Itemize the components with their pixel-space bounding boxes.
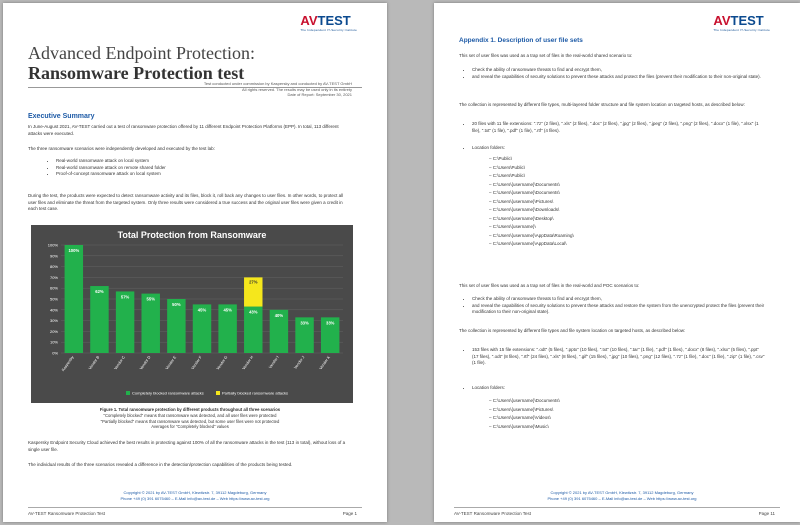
avtest-logo: AVTEST The Independent IT-Security Institute — [300, 13, 357, 32]
bar-completely-blocked — [90, 286, 108, 353]
y-tick-label: 60% — [49, 285, 58, 291]
x-category-label: Vendor I — [268, 355, 280, 370]
appendix-intro-1: This set of user files was used as a trap set of files in the real-world shared scenario to: — [459, 53, 633, 58]
legend-label-completely: Completely blocked ransomware attacks — [132, 390, 204, 396]
list-item: • and reveal the capabilities of security solutions to prevent these attacks and restore the system from the unencrypted protect the files (prevent their modification to their non-original state). — [472, 303, 765, 316]
report-page-1 — [3, 3, 387, 522]
list-item: • Check the ability of ransomware threats to find and encrypt them, — [472, 296, 765, 303]
data-label: 100% — [68, 248, 80, 253]
avtest-logo: AVTEST The Independent IT-Security Institute — [713, 13, 770, 32]
logo-tagline: The Independent IT-Security Institute — [300, 28, 357, 32]
chart-title: Total Protection from Ransomware — [117, 230, 267, 240]
copyright-footer: Copyright © 2021 by AV-TEST GmbH, Klewitzstr. 7, 39112 Magdeburg, Germany Phone +49 (0) 391 6075460 – E-Mail info@av-test.de – Web https://www.av-test.org — [547, 490, 697, 501]
x-category-label: Vendor H — [241, 355, 255, 371]
folder-list-1 — [489, 155, 574, 249]
folder-path: – C:\Users\{username}\ — [489, 223, 574, 232]
executive-summary-text: In June-August 2021, AV-TEST carried out a test of ransomware protection offered by 11 different Endpoint Protection Platforms (EPP). In total, 113 different attacks were executed. — [28, 124, 339, 136]
bar-completely-blocked — [116, 291, 134, 353]
report-meta: Test conducted under commission by Kaspersky and conducted by AV-TEST GmbH All rights reserved. The results may be used only in its entirety Date of Report: September 30, 2021 — [203, 81, 352, 97]
data-label: 62% — [95, 289, 104, 295]
copyright-footer: Copyright © 2021 by AV-TEST GmbH, Klewitzstr. 7, 39112 Magdeburg, Germany Phone +49 (0) 391 6075460 – E-Mail info@av-test.de – Web https://www.av-test.org — [120, 490, 270, 501]
page-footer-title: AV-TEST Ransomware Protection Test — [28, 511, 106, 516]
x-category-label: Vendor B — [88, 355, 101, 371]
bar-completely-blocked — [167, 299, 185, 353]
legend-label-partially: Partially blocked ransomware attacks — [222, 390, 289, 396]
folder-path: – C:\Users\{username}\Videos\ — [489, 414, 560, 423]
collection-text-2: The collection is represented by different file types and file system location on targeted hosts, as described below: — [459, 328, 686, 333]
list-item: • 20 files with 11 file extensions: ".7z" (2 files), ".xls" (2 files), ".doc" (2 files), ".jpg" (2 files), ".jpeg" (2 files), ".png" (2 files), ".docx" (1 file), ".xlsx" (1 file), ".txt" (1 file), ".pdf" (1 file), ".rtf" (4 files). — [472, 121, 765, 134]
y-tick-label: 100% — [47, 242, 58, 248]
data-label: 40% — [274, 312, 284, 318]
list-item: • and reveal the capabilities of security solutions to prevent these attacks and protect the files (prevent their modification to their non-original state). — [472, 74, 765, 81]
partial-data-label: 27% — [249, 279, 258, 285]
folder-path: – C:\Users\{username}\Downloads\ — [489, 206, 574, 215]
list-item: • Real-world ransomware attack on local system — [56, 158, 352, 165]
folder-path: – C:\Users\{username}\Music\ — [489, 423, 560, 432]
data-label: 50% — [172, 302, 181, 307]
folder-path: – C:\Users\Public\ — [489, 164, 574, 173]
data-label: 43% — [249, 309, 258, 315]
report-title-line2: Ransomware Protection test — [28, 63, 245, 83]
y-tick-label: 80% — [49, 264, 58, 270]
bar-completely-blocked — [65, 245, 83, 353]
list-item: • Location folders: — [472, 385, 765, 392]
folder-path: – C:\Users\Public\ — [489, 172, 574, 181]
filetypes-list-1 — [464, 121, 765, 134]
y-tick-label: 30% — [49, 318, 58, 324]
list-item: • Location folders: — [472, 145, 765, 152]
location-label-2 — [464, 385, 765, 392]
data-label: 33% — [300, 320, 309, 326]
appendix-heading: Appendix 1. Description of user file sets — [459, 37, 583, 44]
folder-path: – C:\Users\{username}\Pictures\ — [489, 406, 560, 415]
legend-swatch-completely — [126, 391, 130, 395]
y-tick-label: 40% — [49, 307, 58, 313]
list-item: • Check the ability of ransomware threats to find and encrypt them, — [472, 67, 765, 74]
report-title-line1: Advanced Endpoint Protection: — [28, 43, 255, 63]
y-tick-label: 50% — [49, 296, 58, 302]
footer-divider — [454, 507, 780, 508]
x-category-label: Vendor J — [293, 355, 306, 370]
data-label: 55% — [146, 296, 155, 302]
result-text-2: The individual results of the three scenarios revealed a difference in the detection/protection capabilities of the products being tested. — [28, 462, 293, 467]
data-label: 45% — [223, 307, 232, 313]
folder-path: – C:\Users\{username}\Pictures\ — [489, 198, 574, 207]
list-item: • Real-world ransomware attack on remote shared folder — [56, 165, 352, 172]
x-category-label: Vendor D — [139, 355, 152, 371]
list-item: • Proof-of-concept ransomware attack on local system — [56, 171, 352, 178]
data-label: 45% — [197, 307, 207, 313]
list-item: • 153 files with 15 file extensions: ".odt" (5 files), ".pptx" (10 files), ".txt" (10 files), ".tar" (1 file), ".pdf" (1 files), ".docx" (8 files), ".xlsx" (5 files), ".ppt" (17 files), ".odt" (8 files), ".rtf" (24 files), ".xls" (8 files), ".gif" (15 files), ".jpg" (10 files), ".png" (12 files), ".7z" (1 file), ".doc" (1 file), ".zip" (1 file), ".csv" (1 file). — [472, 347, 765, 367]
x-category-label: Vendor F — [190, 355, 203, 371]
footer-divider — [28, 507, 362, 508]
data-label: 57% — [120, 294, 130, 300]
folder-path: – C:\Users\{username}\AppData\Roaming\ — [489, 232, 574, 241]
report-page-11 — [434, 3, 800, 522]
y-tick-label: 90% — [49, 253, 58, 259]
location-label-1 — [464, 145, 765, 152]
scenarios-intro: The three ransomware scenarios were independently developed and executed by the test lab: — [28, 146, 215, 151]
folder-path: – C:\Users\{username}\Documents\ — [489, 189, 574, 198]
y-tick-label: 70% — [49, 274, 58, 280]
chart-svg — [31, 225, 353, 403]
x-category-label: Vendor E — [164, 355, 178, 371]
purpose-list-2 — [464, 296, 765, 316]
folder-path: – C:\Users\{username}\Documents\ — [489, 397, 560, 406]
method-text: During the test, the products were expected to detect ransomware activity and its files, block it, roll back any changes to user files. In other words, to protect all user files and eliminate the threat from the targeted system. Only three results were considered a true success and the original user files were given a credit in each test case. — [28, 193, 344, 211]
folder-list-2 — [489, 397, 560, 431]
collection-text-1: The collection is represented by different file types, multi-layered folder structure and file system location on targeted hosts, as described below: — [459, 102, 745, 107]
page-number: Page 11 — [758, 511, 775, 516]
legend-swatch-partially — [216, 391, 220, 395]
folder-path: – C:\Public\ — [489, 155, 574, 164]
result-text: Kaspersky Endpoint Security Cloud achieved the best results in protecting against 100% of all the ransomware attacks in the test (113 in total), without loss of a single user file. — [28, 440, 346, 452]
x-category-label: Vendor C — [113, 355, 126, 371]
executive-summary-heading: Executive Summary — [28, 113, 95, 120]
y-tick-label: 10% — [49, 339, 58, 345]
figure-caption: Figure 1. Total ransomware protection by different products throughout all three scenarios "Completely blocked" means that ransomware was detected, and all user files were protected "Partially blocked" means that ransomware was detected, but some user files were not protected Averages for "Completely blocked" values — [99, 407, 281, 430]
x-category-label: Vendor G — [215, 355, 229, 371]
logo-tagline: The Independent IT-Security Institute — [713, 28, 770, 32]
folder-path: – C:\Users\{username}\Desktop\ — [489, 215, 574, 224]
appendix-intro-2: This set of user files was used as a trap set of files in the real-world and POC scenarios to: — [459, 283, 640, 288]
folder-path: – C:\Users\{username}\AppData\Local\ — [489, 240, 574, 249]
data-label: 33% — [325, 320, 335, 326]
purpose-list-1 — [464, 67, 765, 80]
scenario-list — [48, 158, 352, 178]
ransomware-protection-chart — [31, 225, 353, 403]
filetypes-list-2 — [464, 347, 765, 367]
y-tick-label: 20% — [49, 328, 58, 334]
x-category-label: Vendor K — [318, 355, 332, 371]
page-number: Page 1 — [342, 511, 357, 516]
bar-completely-blocked — [141, 294, 159, 353]
y-tick-label: 0% — [52, 350, 58, 356]
folder-path: – C:\Users\{username}\Documents\ — [489, 181, 574, 190]
page-footer-title: AV-TEST Ransomware Protection Test — [454, 511, 532, 516]
x-category-label: Kaspersky — [61, 355, 75, 373]
